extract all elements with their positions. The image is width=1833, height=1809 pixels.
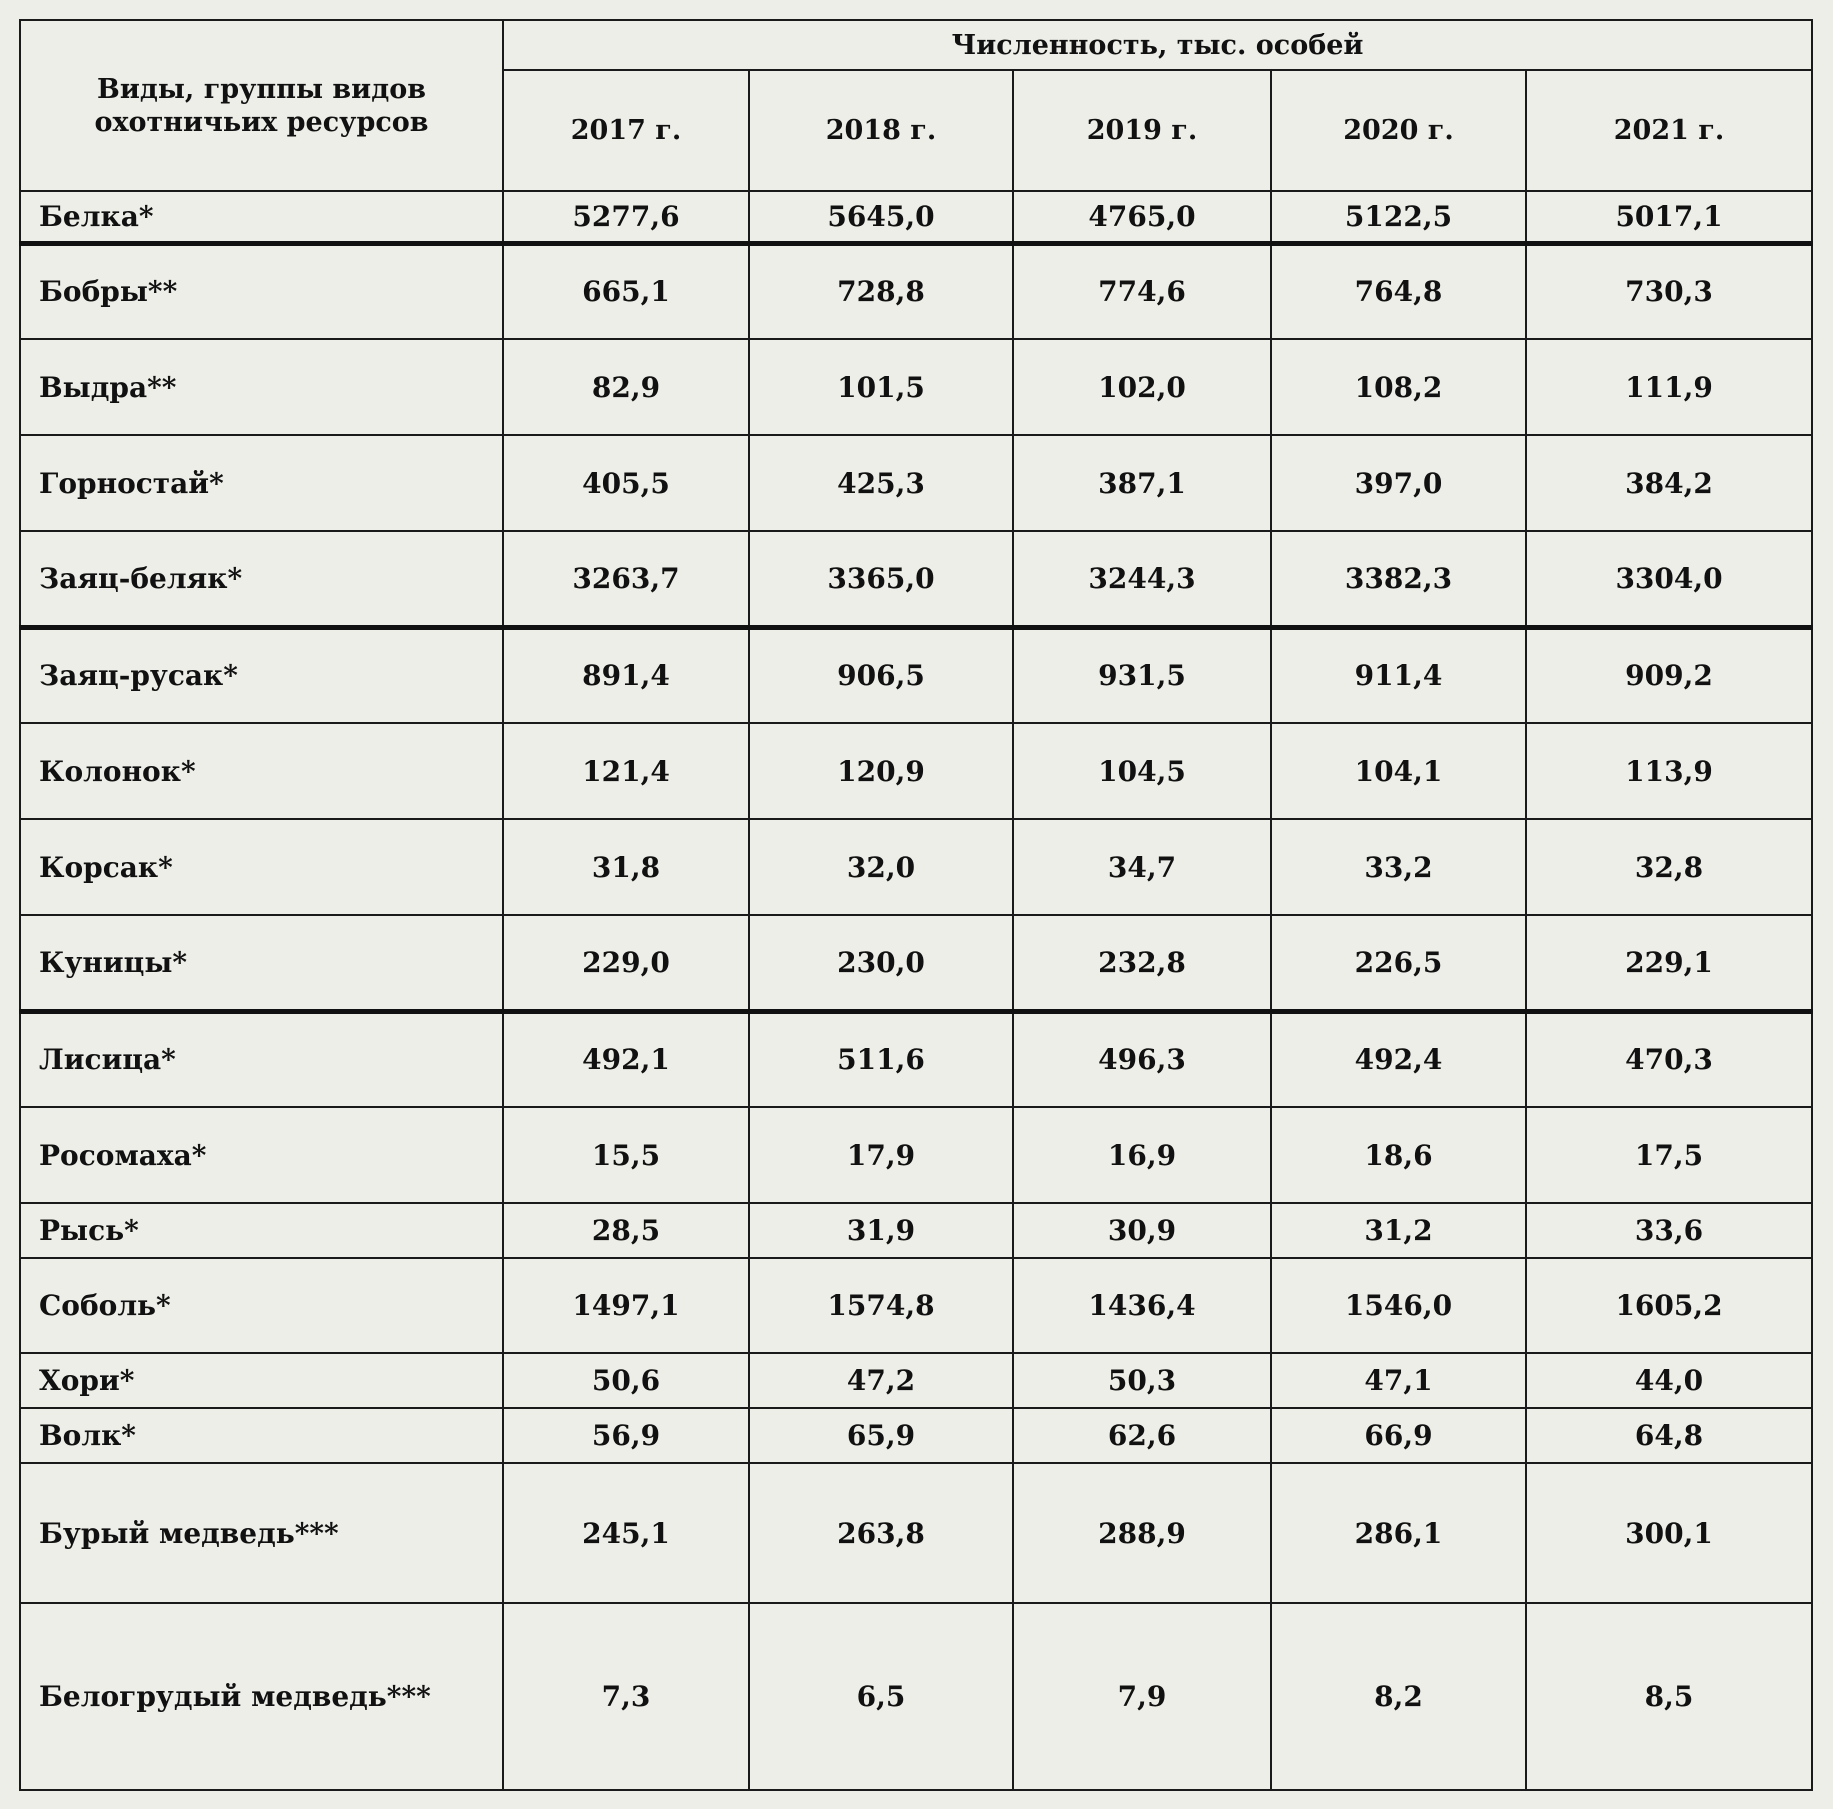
value-cell: 113,9: [1526, 723, 1812, 819]
species-name: Росомаха*: [20, 1107, 503, 1203]
value-cell: 64,8: [1526, 1408, 1812, 1463]
value-cell: 15,5: [503, 1107, 749, 1203]
species-name: Горностай*: [20, 435, 503, 531]
value-cell: 5277,6: [503, 191, 749, 243]
value-cell: 3263,7: [503, 531, 749, 627]
value-cell: 906,5: [749, 627, 1013, 723]
species-name: Хори*: [20, 1353, 503, 1408]
species-name: Белка*: [20, 191, 503, 243]
table-row: [20, 915, 1812, 1011]
value-cell: 300,1: [1526, 1463, 1812, 1603]
value-cell: 492,4: [1271, 1011, 1526, 1107]
value-cell: 47,1: [1271, 1353, 1526, 1408]
table-row: [20, 1463, 1812, 1603]
population-group-header: Численность, тыс. особей: [503, 20, 1812, 70]
value-cell: 7,3: [503, 1603, 749, 1790]
value-cell: 245,1: [503, 1463, 749, 1603]
value-cell: 111,9: [1526, 339, 1812, 435]
value-cell: 730,3: [1526, 243, 1812, 339]
table-row: [20, 1258, 1812, 1353]
table-row: [20, 1011, 1812, 1107]
value-cell: 229,0: [503, 915, 749, 1011]
value-cell: 33,6: [1526, 1203, 1812, 1258]
value-cell: 774,6: [1013, 243, 1271, 339]
value-cell: 425,3: [749, 435, 1013, 531]
value-cell: 5017,1: [1526, 191, 1812, 243]
value-cell: 28,5: [503, 1203, 749, 1258]
species-name: Лисица*: [20, 1011, 503, 1107]
species-name: Рысь*: [20, 1203, 503, 1258]
value-cell: 397,0: [1271, 435, 1526, 531]
value-cell: 104,5: [1013, 723, 1271, 819]
table-row: [20, 339, 1812, 435]
value-cell: 62,6: [1013, 1408, 1271, 1463]
value-cell: 286,1: [1271, 1463, 1526, 1603]
value-cell: 31,2: [1271, 1203, 1526, 1258]
value-cell: 1546,0: [1271, 1258, 1526, 1353]
value-cell: 764,8: [1271, 243, 1526, 339]
table-row: [20, 1408, 1812, 1463]
table-row: [20, 243, 1812, 339]
year-header-2019: 2019 г.: [1013, 70, 1271, 191]
table-row: [20, 435, 1812, 531]
header-row-group: [20, 20, 1812, 70]
value-cell: 66,9: [1271, 1408, 1526, 1463]
value-cell: 17,5: [1526, 1107, 1812, 1203]
value-cell: 31,8: [503, 819, 749, 915]
table-row: [20, 1603, 1812, 1790]
value-cell: 102,0: [1013, 339, 1271, 435]
value-cell: 230,0: [749, 915, 1013, 1011]
species-name: Соболь*: [20, 1258, 503, 1353]
value-cell: 7,9: [1013, 1603, 1271, 1790]
value-cell: 665,1: [503, 243, 749, 339]
species-name: Заяц-беляк*: [20, 531, 503, 627]
value-cell: 387,1: [1013, 435, 1271, 531]
value-cell: 101,5: [749, 339, 1013, 435]
value-cell: 511,6: [749, 1011, 1013, 1107]
table-row: [20, 191, 1812, 243]
population-table-container: [19, 19, 1813, 1791]
table-row: [20, 723, 1812, 819]
value-cell: 16,9: [1013, 1107, 1271, 1203]
value-cell: 288,9: [1013, 1463, 1271, 1603]
value-cell: 32,8: [1526, 819, 1812, 915]
value-cell: 32,0: [749, 819, 1013, 915]
value-cell: 5122,5: [1271, 191, 1526, 243]
value-cell: 470,3: [1526, 1011, 1812, 1107]
value-cell: 1436,4: [1013, 1258, 1271, 1353]
value-cell: 492,1: [503, 1011, 749, 1107]
value-cell: 891,4: [503, 627, 749, 723]
value-cell: 108,2: [1271, 339, 1526, 435]
species-name: Куницы*: [20, 915, 503, 1011]
value-cell: 909,2: [1526, 627, 1812, 723]
value-cell: 3304,0: [1526, 531, 1812, 627]
value-cell: 82,9: [503, 339, 749, 435]
species-name: Бурый медведь***: [20, 1463, 503, 1603]
value-cell: 226,5: [1271, 915, 1526, 1011]
value-cell: 44,0: [1526, 1353, 1812, 1408]
value-cell: 34,7: [1013, 819, 1271, 915]
species-name: Волк*: [20, 1408, 503, 1463]
value-cell: 4765,0: [1013, 191, 1271, 243]
value-cell: 104,1: [1271, 723, 1526, 819]
year-header-2021: 2021 г.: [1526, 70, 1812, 191]
value-cell: 3382,3: [1271, 531, 1526, 627]
value-cell: 5645,0: [749, 191, 1013, 243]
year-header-2020: 2020 г.: [1271, 70, 1526, 191]
value-cell: 728,8: [749, 243, 1013, 339]
value-cell: 931,5: [1013, 627, 1271, 723]
value-cell: 121,4: [503, 723, 749, 819]
value-cell: 8,2: [1271, 1603, 1526, 1790]
species-name: Выдра**: [20, 339, 503, 435]
value-cell: 47,2: [749, 1353, 1013, 1408]
species-name: Колонок*: [20, 723, 503, 819]
species-name: Белогрудый медведь***: [20, 1603, 503, 1790]
value-cell: 65,9: [749, 1408, 1013, 1463]
value-cell: 1497,1: [503, 1258, 749, 1353]
table-row: [20, 531, 1812, 627]
species-column-header: Виды, группы видов охотничьих ресурсов: [20, 20, 503, 191]
species-name: Корсак*: [20, 819, 503, 915]
year-header-2018: 2018 г.: [749, 70, 1013, 191]
value-cell: 31,9: [749, 1203, 1013, 1258]
species-name: Заяц-русак*: [20, 627, 503, 723]
value-cell: 8,5: [1526, 1603, 1812, 1790]
value-cell: 6,5: [749, 1603, 1013, 1790]
value-cell: 1574,8: [749, 1258, 1013, 1353]
population-table: [19, 19, 1813, 1791]
value-cell: 18,6: [1271, 1107, 1526, 1203]
value-cell: 496,3: [1013, 1011, 1271, 1107]
value-cell: 56,9: [503, 1408, 749, 1463]
value-cell: 50,6: [503, 1353, 749, 1408]
value-cell: 263,8: [749, 1463, 1013, 1603]
table-row: [20, 819, 1812, 915]
value-cell: 405,5: [503, 435, 749, 531]
value-cell: 229,1: [1526, 915, 1812, 1011]
table-row: [20, 1203, 1812, 1258]
year-header-2017: 2017 г.: [503, 70, 749, 191]
value-cell: 33,2: [1271, 819, 1526, 915]
value-cell: 911,4: [1271, 627, 1526, 723]
table-row: [20, 1353, 1812, 1408]
value-cell: 50,3: [1013, 1353, 1271, 1408]
value-cell: 1605,2: [1526, 1258, 1812, 1353]
value-cell: 3365,0: [749, 531, 1013, 627]
value-cell: 384,2: [1526, 435, 1812, 531]
value-cell: 17,9: [749, 1107, 1013, 1203]
value-cell: 232,8: [1013, 915, 1271, 1011]
value-cell: 120,9: [749, 723, 1013, 819]
value-cell: 3244,3: [1013, 531, 1271, 627]
value-cell: 30,9: [1013, 1203, 1271, 1258]
species-name: Бобры**: [20, 243, 503, 339]
table-row: [20, 1107, 1812, 1203]
table-row: [20, 627, 1812, 723]
